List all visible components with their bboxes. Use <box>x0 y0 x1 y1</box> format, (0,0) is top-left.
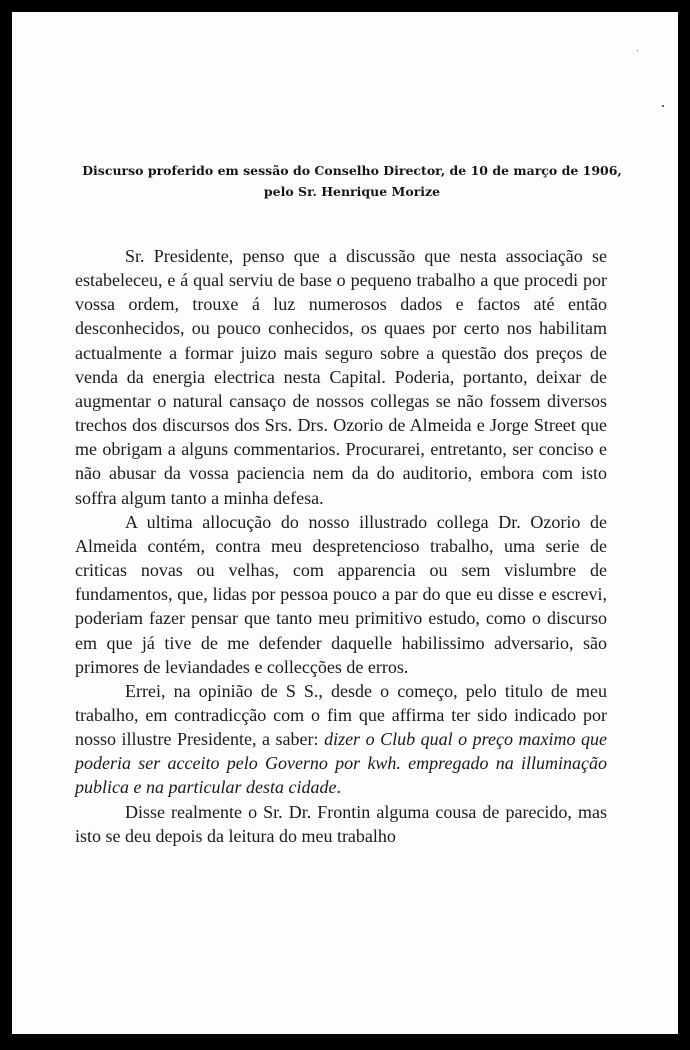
paragraph-2: A ultima allocução do nosso illustrado collega Dr. Ozorio de Almeida contém, contra meu despretencioso trabalho, uma serie de criticas novas ou velhas, com apparencia ou sem vislumbre de fundamentos, que, lidas por pessoa pouco a par do que eu disse e escrevi, poderiam fazer pensar que tanto meu primitivo estudo, como o discurso em que já tive de me defender daquelle habilissimo adversario, são primores de leviandades e collecções de erros. <box>75 511 607 677</box>
paragraph-3 <box>75 679 607 800</box>
heading-line-2: pelo Sr. Henrique Morize <box>263 184 441 199</box>
paragraph-1: Sr. Presidente, penso que a discussão que nesta associação se estabeleceu, e á qual serviu de base o pequeno trabalho a que procedi por vossa ordem, trouxe á luz numerosos dados e factos até então desconhecidos, ou pouco conhecidos, os quaes por certo nos habilitam actualmente a formar juizo mais seguro sobre a questão dos preços de venda da energia electrica nesta Capital. Poderia, portanto, deixar de augmentar o natural cansaço de nossos collegas se não fossem diversos trechos dos discursos dos Srs. Drs. Ozorio de Almeida e Jorge Street que me obrigam a alguns commentarios. Procurarei, entretanto, ser conciso e não abusar da vossa paciencia nem da do auditorio, embora com isto soffra algum tanto a minha defesa. <box>75 246 607 508</box>
paragraph-3-text: Errei, na opinião de S S., desde o começo, pelo titulo de meu trabalho, em contradicção com o fim que affirma ter sido indicado por nosso illustre Presidente, a saber: <box>75 680 607 750</box>
paragraph-3-end: . <box>336 777 341 798</box>
document-heading <box>52 160 652 202</box>
ink-speck <box>637 50 638 51</box>
ink-speck <box>662 105 664 107</box>
document-body <box>75 244 607 848</box>
paragraph-3-quote: dizer o Club qual o preço maximo que poderia ser acceito pelo Governo por kwh. empregado na illuminação publica e na particular desta cidade <box>75 729 607 798</box>
document-page <box>12 12 678 1034</box>
paragraph-4: Disse realmente o Sr. Dr. Frontin alguma cousa de parecido, mas isto se deu depois da leitura do meu trabalho <box>75 801 607 846</box>
heading-line-1: Discurso proferido em sessão do Conselho Director, de 10 de março de 1906, <box>82 163 622 178</box>
